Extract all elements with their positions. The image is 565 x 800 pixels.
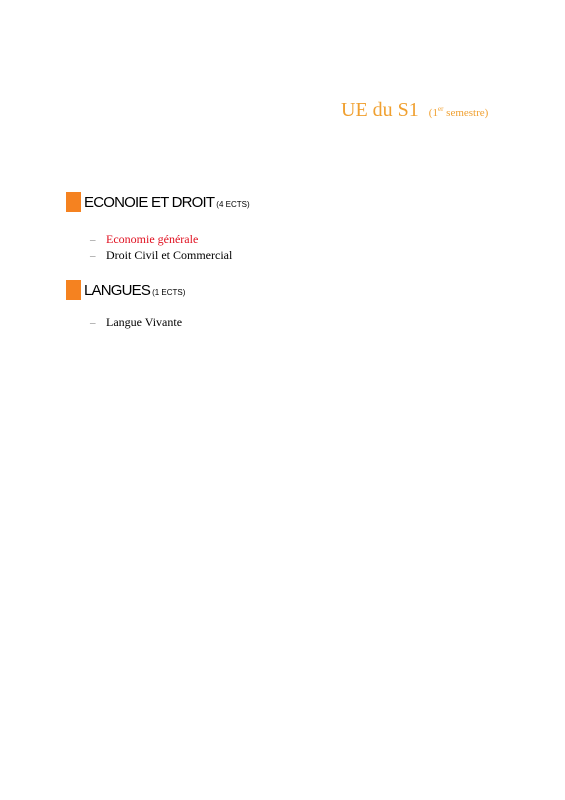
dash-icon: – — [90, 250, 96, 262]
section-title: ECONOIE ET DROIT — [84, 193, 215, 211]
dash-icon: – — [90, 234, 96, 246]
list-item-text: Langue Vivante — [106, 315, 183, 329]
list-item — [90, 247, 550, 263]
section-langues — [66, 280, 526, 330]
section-ects: (1 ECTS) — [152, 287, 186, 297]
section-economie-droit — [66, 192, 526, 263]
list-item-text: Economie générale — [106, 232, 199, 246]
section-marker-icon — [66, 192, 81, 212]
section-marker-icon — [66, 280, 81, 300]
section-ects: (4 ECTS) — [216, 199, 250, 209]
dash-icon: – — [90, 317, 96, 329]
page-title — [341, 99, 488, 122]
section-item-list — [90, 314, 550, 330]
list-item-text: Droit Civil et Commercial — [106, 248, 233, 262]
list-item — [90, 314, 550, 330]
list-item — [90, 231, 550, 247]
page-title-main: UE du S1 — [341, 99, 419, 121]
section-header — [66, 192, 526, 212]
section-header — [66, 280, 526, 300]
page-title-semester: (1er semestre) — [428, 105, 489, 119]
section-title: LANGUES — [84, 281, 151, 299]
section-item-list — [90, 231, 550, 263]
